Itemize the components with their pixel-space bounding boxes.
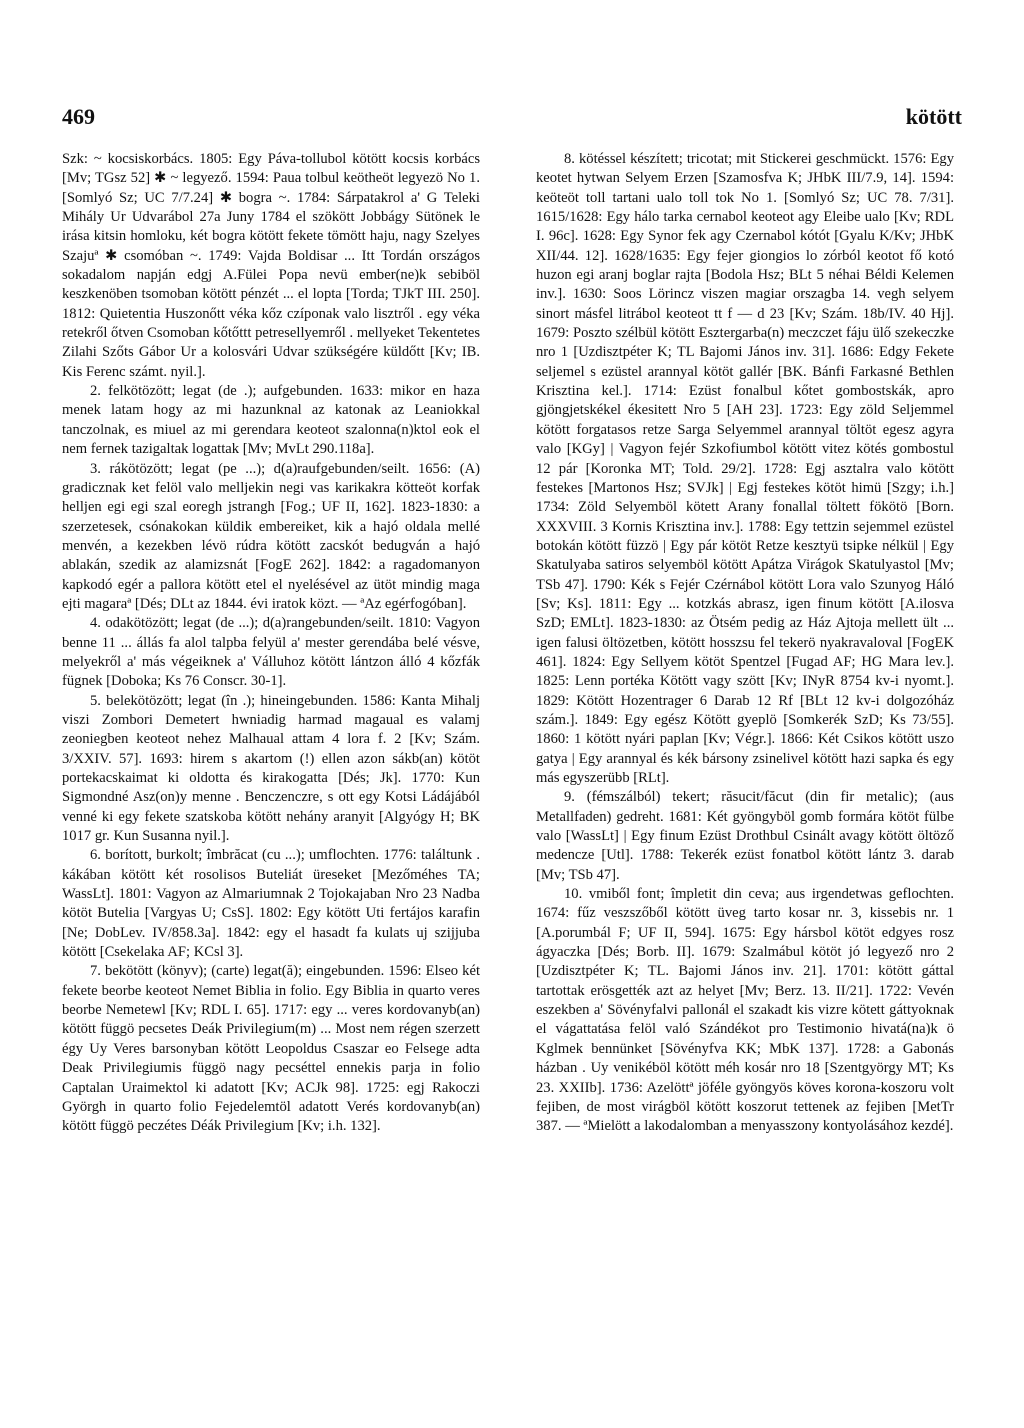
left-column bbox=[62, 150, 480, 1137]
right-column bbox=[536, 150, 954, 1137]
entry-paragraph: 4. odakötözött; legat (de ...); d(a)rangebunden/seilt. 1810: Vagyon benne 11 ... állás fa alol talpba felyül a' mester gerendába belé vésve, melyekről a' más végeiknek a' Válluhoz kötött lántzon álló 4 kőzfák fügnek [Doboka; Ks 76 Conscr. 30-1]. bbox=[62, 615, 480, 690]
entry-paragraph: 8. kötéssel készített; tricotat; mit Stickerei geschmückt. 1576: Egy keotet hytwan Selyem Erzen [Szamosfva K; JHbK III/7.9, 14]. 1594: keöteöt toll tartani ualo toll tok No 1. [Somlyó Sz; UC 78. 7/31]. 1615/1628: Egy hálo tarka cernabol keoteot agy Eleibe ualo [Kv; RDL I. 96c]. 1628: Egy Synor fek agy Czernabol kótót [Gyalu K/Kv; JHbK XII/44. 12]. 1628/1635: Egy fejer giongios lo zórból keotot fő kotó huzon egi aranj boglar rajta [Bodola Hsz; BLt 5 néhai Béldi Kelemen inv.]. 1630: Soos Lörincz viszen magiar orszagba 14. vegh selyem sinort másfel litrábol keoteot tt f — d 23 [Kv; Szám. 18b/IV. 40 Hj]. 1679: Poszto szélbül kötött Esztergarba(n) meczczet fáju ülő szekeczke nro 1 [Uzdisztpéter K; TL Bajomi János inv. 31]. 1686: Edgy Fekete seljemel s ezüstel arannyal kötöt gallér [BK. Bánfi Farkasné Bethlen Krisztina kel.]. 1714: Ezüst fonalbul kőtet gombostskák, apro gjöngjetskékel ékesitett Nro 5 [AH 23]. 1723: Egy zöld Seljemmel kötött forgatasos retze Sarga Selyemmel arannyal töltöt egesz agyra valo [KGy] | Vagyon fejér Szkofiumbol kötött vitez kötés gombostul 12 pár [Koronka MT; Told. 29/2]. 1728: Egj asztalra valo kötött festekes [Martonos Hsz; SVJk] | Egj festekes kötöt himü [Szgy; i.h.] 1734: Zöld Selyemböl kötett Arany fonallal töltett fökötö [Born. XXXVIII. 3 Kornis Krisztina inv.]. 1788: Egy tettzin sejemmel ezüstel botokán kötött füzzö | Egy pár kötöt Retze kesztyü tsipke nélkül | Egy Skatulyaba satiros selyemböl kötött Apátza Virágok Skatulyastol [Mv; TSb 47]. 1790: Kék s Fejér Czérnábol kötött Lora valo Szunyog Háló [Sv; Ks]. 1811: Egy ... kotzkás abrasz, igen finum kötött [A.ilosva SzD; EMLt]. 1823-1830: az Ötsém pedig az Ház Ajtoja mellett ült ... igen falusi öltözetben, kötött hosszsu fel tekerö nyakravaloval [FogEK 461]. 1824: Egy Sellyem kötöt Spentzel [Fugad AF; HG Mara lev.]. 1825: Lenn portéka Kötött vagy szött [Kv; INyR 8754 kv-i nyomt.]. 1829: Kötött Hozentrager 6 Darab 12 Rf [BLt 12 kv-i dolgozóház szám.]. 1849: Egy egész Kötött gyeplö [Somkerék SzD; Ks 73/55]. 1860: 1 kötött nyári paplan [Kv; Végr.]. 1866: Két Csikos kötött uszo gatya | Egy arannyal és kék bársony zsinelivel kötött hazi sapka és egy más egyszerübb [RLt]. bbox=[536, 151, 954, 786]
entry-paragraph: Szk: ~ kocsiskorbács. 1805: Egy Páva-tollubol kötött kocsis korbács [Mv; TGsz 52] ✱ ~ legyező. 1594: Paua tolbul keötheöt legyezö No 1. [Somlyó Sz; UC 7/7.24] ✱ bogra ~. 1784: Sárpatakrol a' G Teleki Mihály Ur Udvarábol 27a Juny 1784 el szökött Jobbágy Sütönek le irása kitsin homloku, két bogra kötött fekete tömött haju, nagy Szelyes Szajuª ✱ csomóban ~. 1749: Vajda Boldisar ... Itt Tordán országos sokadalom napján edgj A.Fülei Popa nevü ember(ne)k sebiböl keszkenöben tsomoban kötött pénzét ... el lopta [Torda; TJkT III. 250]. 1812: Quietentia Huszonőtt véka kőz czíponak valo lisztről . egy véka retekről őtven Csomoban kőtőttt petresellyemről . mellyeket Tekentetes Zilahi Szőts Gábor Ur a kolosvári Udvar szükségére küldőtt [Kv; IB. Kis Ferenc számt. nyil.]. bbox=[62, 151, 480, 380]
entry-paragraph: 2. felkötözött; legat (de .); aufgebunden. 1633: mikor en haza menek latam hogy az mi hazunknal az katonak az Leaniokkal tanczolnak, es miuel az mi gerendara keoteot szalonna(n)ktol eok el nem fernek tazigaltak logattak [Mv; MvLt 290.118a]. bbox=[62, 383, 480, 458]
entry-paragraph: 6. borított, burkolt; îmbrăcat (cu ...); umflochten. 1776: találtunk . kákában kötött két rosolisos Buteliát üreseket [Mezőméhes TA; WassLt]. 1801: Vagyon az Almariumnak 2 Tojokajaban Nro 23 Nadba kötöt Butelia [Vargyas U; CsS]. 1802: Egy kötött Uti fertájos karafin [Ne; DobLev. IV/858.3a]. 1842: egy el hasadt fa kulats uj szijjuba kötött [Csekelaka AF; KCsl 3]. bbox=[62, 847, 480, 961]
entry-paragraph: 9. (fémszálból) tekert; răsucit/făcut (din fir metalic); (aus Metallfaden) gedreht. 1681: Két gyöngyböl gomb formára kötöt fülbe valo [WassLt] | Egy finum Ezüst Drothbul Csinált avagy kötött öltöző medencze [Utl]. 1788: Tekerék ezüst fonatbol kötött lántz 3. darab [Mv; TSb 47]. bbox=[536, 789, 954, 883]
page-number: 469 bbox=[62, 104, 95, 129]
entry-paragraph: 10. vmiből font; împletit din ceva; aus irgendetwas geflochten. 1674: fűz veszszőből kötött üveg tarto kosar nr. 3, kissebis nr. 1 [A.porumbál F; UF II, 594]. 1675: Egy hársbol kötöt edgyes rosz ágyaczka [Dés; Borb. II]. 1679: Szalmábul kötöt jó legyező nro 2 [Uzdisztpéter K; TL. Bajomi János inv. 21]. 1701: kötött gáttal tartottak erösgették azt az helyet [Mv; Berz. 13. II/21]. 1722: Vevén eszekben a' Sövényfalvi pallonál el szakadt kis vizre kötett gáttyoknak el vágattatása felöl való Szándékot pro Testimonio hivatá(na)k ö Kglmek bennünket [Sövényfva KK; MbK 137]. 1728: a Gabonás házban . Uy venikéböl kötött méh kosár nro 18 [Szentgyörgy MT; Ks 23. XXIIb]. 1736: Azelöttª jöféle gyöngyös köves korona-koszoru volt fejiben, de most virágböl kötött koszorut tettenek az fejiben [MetTr 387. — ªMielött a lakodalomban a menyasszony kontyolásához kezdé]. bbox=[536, 886, 954, 1135]
running-headword: kötött bbox=[905, 104, 962, 129]
entry-paragraph: 7. bekötött (könyv); (carte) legat(ă); eingebunden. 1596: Elseo két fekete beorbe keoteot Nemet Biblia in folio. Egy Biblia in quarto veres beorbe Nemetewl [Kv; RDL I. 65]. 1717: egy ... veres kordovanyb(an) kötött függö pecsetes Deák Privilegium(m) ... Most nem régen szerzett égy Uy Veres barsonyban kötött Leopoldus Csaszar eo Felsege adta Deak Privilegiumis függö nagy pecséttel ennekis parja in folio Captalan Uraimektol ki adatott [Kv; ACJk 98]. 1725: egj Rakoczi Györgh in quarto folio Fejedelemtöl adatott Verés kordovanyb(an) kötött függö peczétes Déák Privilegium [Kv; i.h. 132]. bbox=[62, 963, 480, 1135]
entry-paragraph: 5. belekötözött; legat (în .); hineingebunden. 1586: Kanta Mihalj viszi Zombori Demetert hwniadig harmad magaual es valamj zeoniegben keoteot nehez Malhaual attam 4 lora f. 2 [Kv; Szám. 3/XXIV. 57]. 1693: hirem s akartom (!) ellen azon sákb(an) kötöt portekacskaimat ki oldotta és kirakogatta [Dés; Jk]. 1770: Kun Sigmondné Asz(on)y menne . Benczenczre, s ott egy Kotsi Ládájából venné ki egy fekete szatskoba kötött nehány aranyit [Algyógy H; BK 1017 gr. Kun Susanna nyil.]. bbox=[62, 692, 480, 845]
entry-paragraph: 3. rákötözött; legat (pe ...); d(a)raufgebunden/seilt. 1656: (A) gradicznak ket felöl valo melljekin negi vas karikakra kötteöt korfak helljen egi egi szal eoregh jstrangh [Fog.; UF II, 162]. 1823-1830: a szerzetesek, csónakokan küldik embereiket, kik a hajó oldala mellé menvén, a kezekben lévö rúdra kötött zacskót bedugván a hajó ablakán, szedik az alamizsnát [FogE 262]. 1842: a ragadomanyon kapkodó egér a pallora kötött etel el nyelésével az ütöt mindig maga ejti magaraª [Dés; DLt az 1844. évi iratok közt. — ªAz egérfogóban]. bbox=[62, 460, 480, 612]
